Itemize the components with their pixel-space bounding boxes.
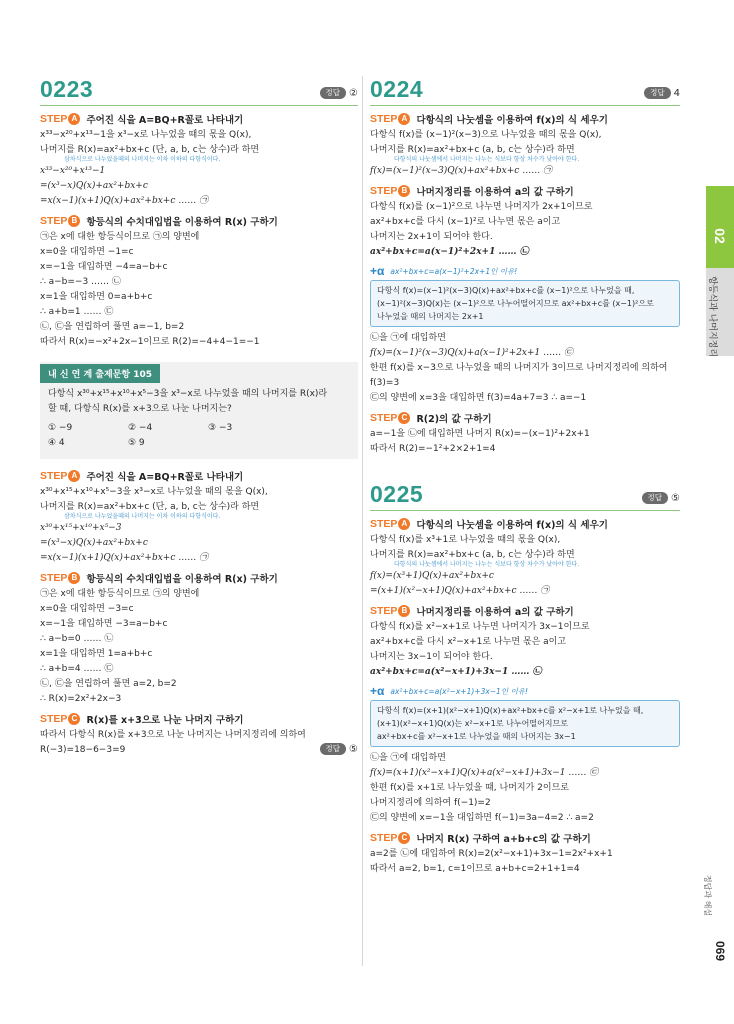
- step-letter-badge: B: [68, 215, 80, 227]
- step-label: STEP A: [40, 113, 80, 125]
- text-line: ㉡을 ㉠에 대입하면: [370, 753, 446, 763]
- text-line: ∴ a−b=0 …… ㉡: [40, 634, 114, 644]
- text-line: x=−1을 대입하면 −3=a−b+c: [40, 619, 168, 629]
- text-line: x=0을 대입하면 −1=c: [40, 247, 134, 257]
- text-line: 나머지를 R(x)=ax²+bx+c (a, b, c는 상수)라 하면: [370, 550, 575, 560]
- choice-1[interactable]: ① −9: [48, 423, 73, 433]
- step-b-header: [40, 571, 358, 585]
- equation-line: f(x)=(x³+1)Q(x)+ax²+bx+c: [370, 571, 494, 581]
- step-title: 나머지정리를 이용하여 a의 값 구하기: [416, 607, 574, 618]
- tip-box: [370, 700, 680, 747]
- text-line: a=−1을 ㉡에 대입하면 나머지 R(x)=−(x−1)²+2x+1: [370, 429, 590, 439]
- step-letter-badge: B: [398, 185, 410, 197]
- page-number: 069: [712, 940, 727, 962]
- chapter-tab-accent: [706, 186, 734, 268]
- step-label: STEP C: [370, 412, 410, 424]
- step-c-header: [370, 831, 680, 845]
- step-title: 항등식의 수치대입법을 이용하여 R(x) 구하기: [86, 574, 278, 585]
- equation-line: =(x³−x)Q(x)+ax²+bx+c: [40, 181, 148, 191]
- step-title: R(2)의 값 구하기: [416, 414, 492, 425]
- answer-value: ⑤: [349, 743, 358, 755]
- step-label: STEP A: [370, 518, 410, 530]
- step-b-header: [40, 214, 358, 228]
- text-line: ㉡을 ㉠에 대입하면: [370, 333, 446, 343]
- text-line: a=2를 ㉡에 대입하여 R(x)=2(x²−x+1)+3x−1=2x²+x+1: [370, 849, 613, 859]
- linked-problem-body: [40, 383, 358, 451]
- key-equation: ax²+bx+c=a(x²−x+1)+3x−1 …… ㉡: [370, 667, 542, 677]
- text-line: 나머지를 R(x)=ax²+bx+c (단, a, b, c는 상수)라 하면: [40, 502, 260, 512]
- chapter-number: 02: [712, 228, 729, 244]
- text-line: ∴ R(x)=2x²+2x−3: [40, 694, 122, 704]
- text-line: f(3)=3: [370, 378, 400, 388]
- left-column: [40, 76, 358, 758]
- step-letter-badge: A: [68, 113, 80, 125]
- text-line: 따라서 a=2, b=1, c=1이므로 a+b+c=2+1+1=4: [370, 864, 580, 874]
- step-letter-badge: C: [398, 412, 410, 424]
- question-line: 다항식 x³⁰+x¹⁵+x¹⁰+x⁵−3을 x³−x로 나누었을 때의 나머지를 R(x)라: [48, 389, 328, 399]
- text-line: 나머지는 3x−1이 되어야 한다.: [370, 652, 493, 662]
- text-line: 따라서 R(2)=−1²+2×2+1=4: [370, 444, 496, 454]
- step-b-header: [370, 184, 680, 198]
- answer-label: 정답: [642, 492, 669, 504]
- step-label: STEP B: [370, 185, 410, 197]
- problem-header-0225: [370, 481, 680, 511]
- answer-badge: [320, 743, 358, 755]
- text-line: x³³−x²⁰+x¹³−1을 x³−x로 나누었을 때의 몫을 Q(x),: [40, 130, 252, 140]
- question-line: 할 때, 다항식 R(x)를 x+3으로 나눈 나머지는?: [48, 404, 232, 414]
- key-equation: ax²+bx+c=a(x−1)²+2x+1 …… ㉡: [370, 247, 529, 257]
- step-a-header: [40, 112, 358, 126]
- tip-header: [370, 684, 680, 698]
- answer-choices: [48, 421, 288, 451]
- right-column: [370, 76, 680, 877]
- step-letter-badge: B: [68, 572, 80, 584]
- text-line: 한편 f(x)를 x+1로 나누었을 때, 나머지가 2이므로: [370, 783, 569, 793]
- text-line: 따라서 R(x)=−x²+2x−1이므로 R(2)=−4+4−1=−1: [40, 337, 260, 347]
- step-label: STEP C: [370, 832, 410, 844]
- text-line: 다항식 f(x)를 (x−1)²으로 나누면 나머지가 2x+1이므로: [370, 202, 593, 212]
- step-title: 나머지 R(x) 구하여 a+b+c의 값 구하기: [416, 834, 591, 845]
- footer-section-label: 정답과 해설: [702, 874, 712, 917]
- equation-line: f(x)=(x−1)²(x−3)Q(x)+a(x−1)²+2x+1 …… ㉢: [370, 348, 573, 358]
- equation-line: x³³−x²⁰+x¹³−1: [40, 166, 106, 176]
- text-line: 나머지를 R(x)=ax²+bx+c (a, b, c는 상수)라 하면: [370, 145, 575, 155]
- step-title: 다항식의 나눗셈을 이용하여 f(x)의 식 세우기: [416, 520, 608, 531]
- answer-badge: [320, 87, 358, 99]
- text-line: ∴ a−b=−3 …… ㉡: [40, 277, 121, 287]
- step-a-header: [370, 112, 680, 126]
- text-line: 다항식 f(x)를 x³+1로 나누었을 때의 몫을 Q(x),: [370, 535, 561, 545]
- text-line: ax²+bx+c를 다시 x²−x+1로 나누면 몫은 a이고: [370, 637, 567, 647]
- step-label: STEP A: [370, 113, 410, 125]
- step-letter-badge: A: [398, 518, 410, 530]
- answer-value: ⑤: [671, 492, 680, 504]
- step-label: STEP A: [40, 470, 80, 482]
- step-label: STEP C: [40, 713, 80, 725]
- text-line: ㉠은 x에 대한 항등식이므로 ㉠의 양변에: [40, 232, 200, 242]
- step-c-header: [40, 712, 358, 726]
- step-a-header: [370, 517, 680, 531]
- final-row: [40, 743, 358, 758]
- tip-title: ax²+bx+c=a(x−1)²+2x+1인 이유!: [390, 266, 518, 276]
- text-line: x=1을 대입하면 1=a+b+c: [40, 649, 153, 659]
- equation-line: f(x)=(x+1)(x²−x+1)Q(x)+a(x²−x+1)+3x−1 …… ㉢: [370, 768, 599, 778]
- text-line: ∴ a+b=1 …… ㉢: [40, 307, 114, 317]
- problem-header-0223: [40, 76, 358, 106]
- answer-label: 정답: [320, 87, 347, 99]
- text-line: ㉡, ㉢을 연립하여 풀면 a=2, b=2: [40, 679, 177, 689]
- text-line: 다항식 f(x)를 x²−x+1로 나누면 나머지가 3x−1이므로: [370, 622, 590, 632]
- text-line: 다항식 f(x)를 (x−1)²(x−3)으로 나누었을 때의 몫을 Q(x),: [370, 130, 602, 140]
- text-line: ㉢의 양변에 x=−1을 대입하면 f(−1)=3a−4=2 ∴ a=2: [370, 813, 594, 823]
- tip-line: 다항식 f(x)=(x−1)²(x−3)Q(x)+ax²+bx+c를 (x−1)²으로 나누었을 때,: [377, 286, 635, 295]
- tip-box: [370, 280, 680, 327]
- text-line: ㉠은 x에 대한 항등식이므로 ㉠의 양변에: [40, 589, 200, 599]
- step-title: 주어진 식을 A=BQ+R꼴로 나타내기: [86, 115, 244, 126]
- step-label: STEP B: [40, 215, 80, 227]
- choice-2[interactable]: ② −4: [128, 423, 153, 433]
- step-label: STEP B: [370, 605, 410, 617]
- problem-number: 0225: [370, 481, 424, 507]
- equation-line: x³⁰+x¹⁵+x¹⁰+x⁵−3: [40, 523, 122, 533]
- text-line: 한편 f(x)를 x−3으로 나누었을 때의 나머지가 3이므로 나머지정리에 의하여: [370, 363, 668, 373]
- text-line: 나머지를 R(x)=ax²+bx+c (단, a, b, c는 상수)라 하면: [40, 145, 260, 155]
- plus-alpha-icon: +α: [370, 684, 385, 698]
- choice-5[interactable]: ⑤ 9: [128, 438, 145, 448]
- tip-line: 다항식 f(x)=(x+1)(x²−x+1)Q(x)+ax²+bx+c를 x²−x+1로 나누었을 때,: [377, 706, 644, 715]
- answer-label: 정답: [644, 87, 671, 99]
- annotation-note: 다항식의 나눗셈에서 나머지는 나누는 식보다 항상 차수가 낮아야 한다.: [394, 561, 580, 568]
- problem-number: 0223: [40, 76, 94, 102]
- annotation-note: 삼차식으로 나누었을때의 나머지는 이차 이하의 다항식이다.: [64, 513, 221, 520]
- linked-problem-header: 내 신 연 계 출제문항 105: [40, 364, 160, 383]
- text-line: 따라서 다항식 R(x)를 x+3으로 나눈 나머지는 나머지정리에 의하여: [40, 730, 306, 740]
- step-letter-badge: A: [398, 113, 410, 125]
- equation-line: f(x)=(x−1)²(x−3)Q(x)+ax²+bx+c …… ㉠: [370, 166, 553, 176]
- linked-problem-box: [40, 362, 358, 459]
- chapter-title: 항등식과 나머지정리: [706, 275, 717, 358]
- answer-value: ②: [349, 87, 358, 99]
- text-line: x=0을 대입하면 −3=c: [40, 604, 134, 614]
- step-letter-badge: A: [68, 470, 80, 482]
- step-label: STEP B: [40, 572, 80, 584]
- tip-line: (x−1)²(x−3)Q(x)는 (x−1)²으로 나누어떨어지므로 ax²+bx+c를 (x−1)²으로: [377, 299, 654, 308]
- step-title: R(x)를 x+3으로 나눈 나머지 구하기: [86, 715, 244, 726]
- step-letter-badge: C: [68, 713, 80, 725]
- plus-alpha-icon: +α: [370, 264, 385, 278]
- answer-value: 4: [673, 87, 680, 99]
- text-line: x=−1을 대입하면 −4=a−b+c: [40, 262, 168, 272]
- equation-line: =(x³−x)Q(x)+ax²+bx+c: [40, 538, 148, 548]
- text-line: ∴ a+b=4 …… ㉢: [40, 664, 114, 674]
- equation-line: =x(x−1)(x+1)Q(x)+ax²+bx+c …… ㉠: [40, 196, 209, 206]
- text-line: R(−3)=18−6−3=9: [40, 745, 126, 755]
- text-line: x=1을 대입하면 0=a+b+c: [40, 292, 153, 302]
- annotation-note: 삼차식으로 나누었을때의 나머지는 이차 이하의 다항식이다.: [64, 156, 221, 163]
- text-line: ㉢의 양변에 x=3을 대입하면 f(3)=4a+7=3 ∴ a=−1: [370, 393, 587, 403]
- annotation-note: 다항식의 나눗셈에서 나머지는 나누는 식보다 항상 차수가 낮아야 한다.: [394, 156, 580, 163]
- text-line: x³⁰+x¹⁵+x¹⁰+x⁵−3을 x³−x로 나누었을 때의 몫을 Q(x),: [40, 487, 268, 497]
- step-title: 나머지정리를 이용하여 a의 값 구하기: [416, 187, 574, 198]
- choice-3[interactable]: ③ −3: [208, 423, 233, 433]
- step-c-header: [370, 411, 680, 425]
- text-line: ㉡, ㉢을 연립하여 풀면 a=−1, b=2: [40, 322, 185, 332]
- tip-line: (x+1)(x²−x+1)Q(x)는 x²−x+1로 나누어떨어지므로: [377, 719, 568, 728]
- tip-header: [370, 264, 680, 278]
- step-a-header: [40, 469, 358, 483]
- step-letter-badge: B: [398, 605, 410, 617]
- tip-line: 나누었을 때의 나머지는 2x+1: [377, 312, 484, 321]
- column-divider: [362, 76, 363, 966]
- text-line: 나머지는 2x+1이 되어야 한다.: [370, 232, 493, 242]
- equation-line: =x(x−1)(x+1)Q(x)+ax²+bx+c …… ㉠: [40, 553, 209, 563]
- step-title: 주어진 식을 A=BQ+R꼴로 나타내기: [86, 472, 244, 483]
- choice-4[interactable]: ④ 4: [48, 438, 65, 448]
- step-title: 항등식의 수치대입법을 이용하여 R(x) 구하기: [86, 217, 278, 228]
- tip-line: ax²+bx+c를 x²−x+1로 나누었을 때의 나머지는 3x−1: [377, 732, 576, 741]
- step-title: 다항식의 나눗셈을 이용하여 f(x)의 식 세우기: [416, 115, 608, 126]
- equation-line: =(x+1)(x²−x+1)Q(x)+ax²+bx+c …… ㉠: [370, 586, 550, 596]
- step-letter-badge: C: [398, 832, 410, 844]
- problem-header-0224: [370, 76, 680, 106]
- problem-number: 0224: [370, 76, 424, 102]
- answer-badge: [644, 87, 680, 99]
- answer-label: 정답: [320, 743, 347, 755]
- answer-badge: [642, 492, 680, 504]
- tip-title: ax²+bx+c=a(x²−x+1)+3x−1인 이유!: [390, 686, 528, 696]
- step-b-header: [370, 604, 680, 618]
- text-line: 나머지정리에 의하여 f(−1)=2: [370, 798, 491, 808]
- text-line: ax²+bx+c를 다시 (x−1)²로 나누면 몫은 a이고: [370, 217, 561, 227]
